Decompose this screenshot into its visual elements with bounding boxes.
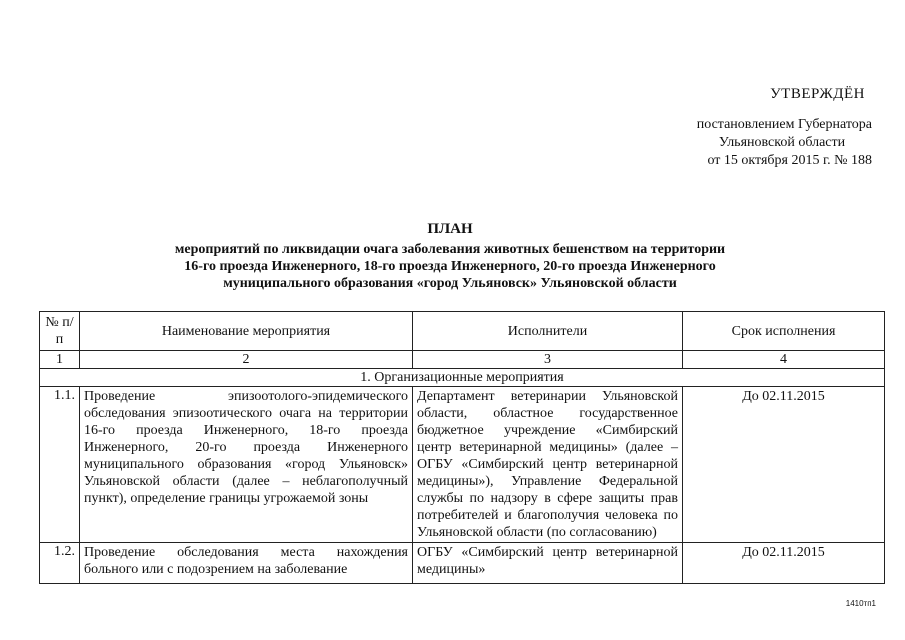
row-name: Проведение обследования места нахождения больного или с подозрением на заболевание: [84, 545, 408, 577]
col-number-1: 1: [40, 351, 80, 369]
plan-title: ПЛАН: [427, 221, 473, 237]
plan-table: [39, 311, 885, 584]
approval-title: УТВЕРЖДЁН: [770, 86, 865, 102]
row-exec: ОГБУ «Симбирский центр ветеринарной медицины»: [413, 543, 683, 584]
col-number-3: 3: [413, 351, 683, 369]
footer-code: 1410тп1: [845, 599, 876, 608]
plan-subtitle-3: муниципального образования «город Ульяновск» Ульяновской области: [223, 276, 677, 291]
plan-subtitle-1: мероприятий по ликвидации очага заболевания животных бешенством на территории: [174, 242, 726, 257]
row-number: 1.2.: [40, 543, 80, 584]
table-row: [40, 543, 885, 584]
row-exec: Департамент ветеринарии Ульяновской области, областное государственное бюджетное учреждение «Симбирский центр ветеринарной медицины» (далее – ОГБУ «Симбирский центр ветеринарной медицины»), Управление Федеральной службы по надзору в сфере защиты прав потребителей и благополучия человека по Ульяновской области (по согласованию): [413, 387, 683, 543]
row-name: Проведение эпизоотолого-эпидемического обследования эпизоотического очага на территории 16-го проезда Инженерного, 18-го проезда Инженерного, 20-го проезда Инженерного муниципального образования «город Ульяновск» Ульяновской области (далее – неблагополучный пункт), определение границы угрожаемой зоны: [80, 387, 413, 543]
table-row: [40, 387, 885, 543]
plan-subtitle-2: 16-го проезда Инженерного, 18-го проезда Инженерного, 20-го проезда Инженерного: [184, 259, 716, 274]
col-number-4: 4: [683, 351, 885, 369]
table-header-row: [40, 312, 885, 351]
section-row: [40, 369, 885, 387]
row-term: До 02.11.2015: [683, 543, 885, 584]
column-numbers-row: [40, 351, 885, 369]
col-number-2: 2: [80, 351, 413, 369]
row-number: 1.1.: [40, 387, 80, 543]
section-title: 1. Организационные мероприятия: [40, 369, 885, 387]
header-term: Срок исполнения: [683, 312, 885, 351]
header-name: Наименование мероприятия: [80, 312, 413, 351]
approval-line-3: от 15 октября 2015 г. № 188: [707, 153, 872, 168]
approval-line-1: постановлением Губернатора: [696, 117, 872, 132]
row-name-cell: [80, 543, 413, 584]
header-num: № п/п: [40, 312, 80, 351]
header-exec: Исполнители: [413, 312, 683, 351]
plan-heading: [60, 221, 840, 292]
row-term: До 02.11.2015: [683, 387, 885, 543]
approval-line-2: Ульяновской области: [718, 135, 846, 150]
approval-block: [672, 116, 872, 170]
